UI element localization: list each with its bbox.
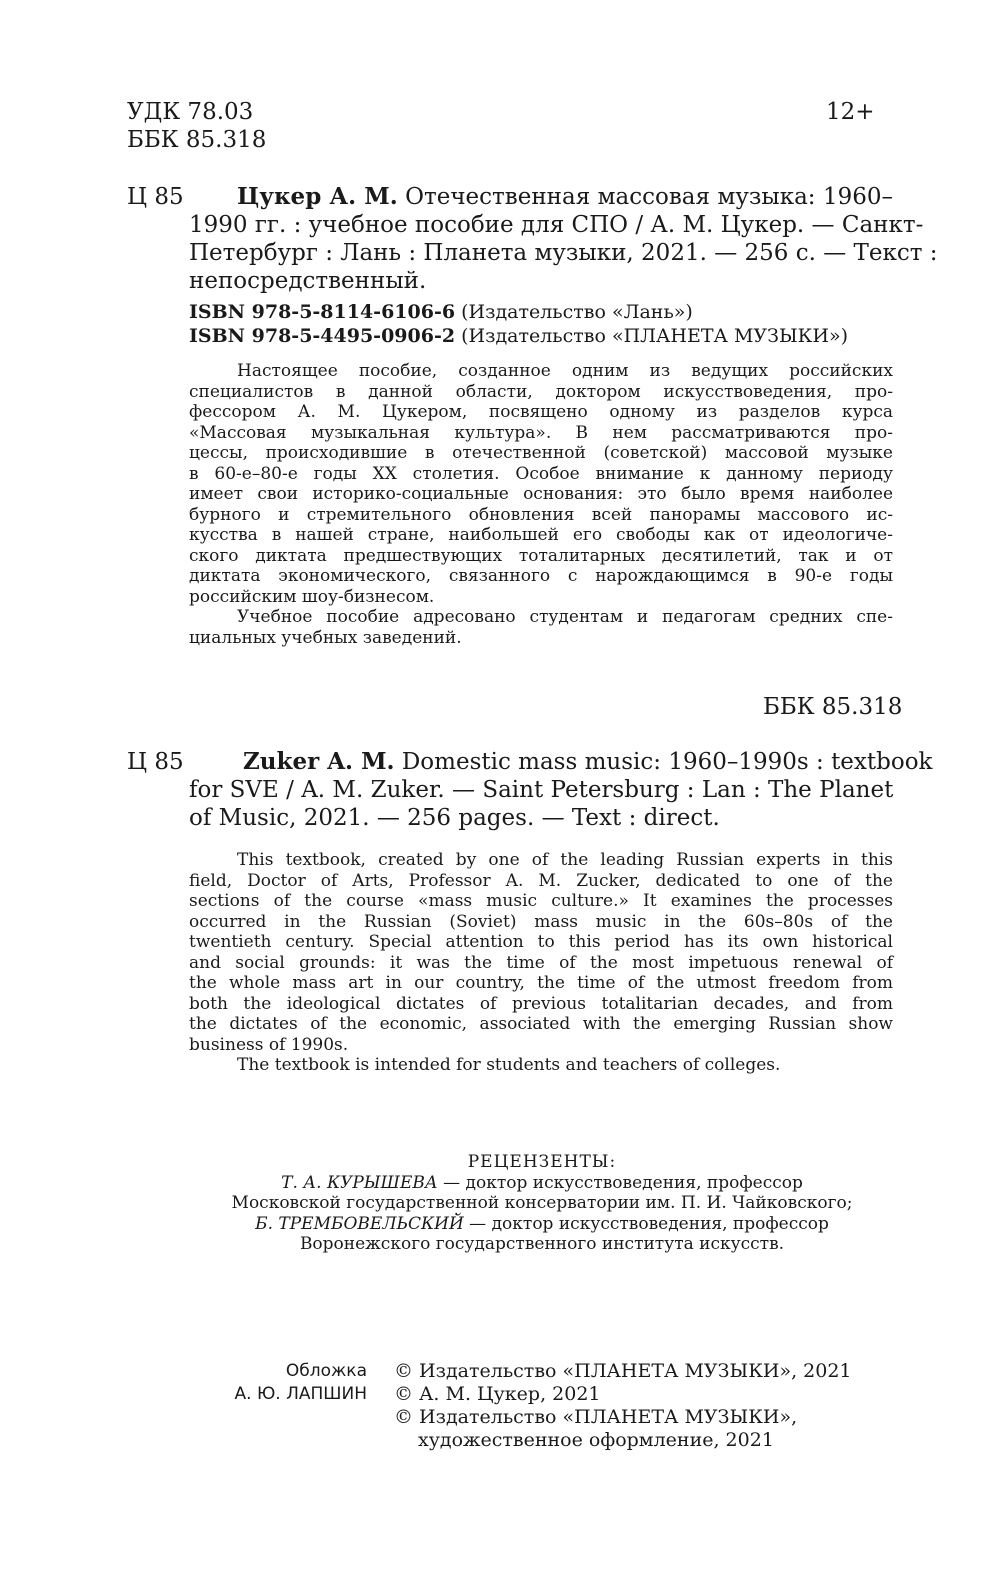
isbn-planeta: ISBN 978-5-4495-0906-2 (Издательство «ПЛАНЕТА МУЗЫКИ») xyxy=(189,325,848,347)
ru-abstract: Настоящее пособие, созданное одним из ведущих российских специалистов в данной области, доктором искусствоведения, про- фессором А. М. Цукером, посвящено одному из разделов курса «Массовая музыкальная культура». В нем рассматриваются про- цессы, происходившие в отечественной (советской) массовой музыке в 60-е–80-е годы XX столетия. Особое внимание к данному периоду имеет свои историко-социальные основания: это было время наиболее бурного и стремительного обновления всей панорамы массового ис- кусства в нашей стране, наибольшей его свободы как от идеологиче- ского диктата предшествующих тоталитарных десятилетий, так и от диктата экономического, связанного с нарождающимся в 90-е годы российским шоу-бизнесом. Учебное пособие адресовано студентам и педагогам средних спе- циальных учебных заведений. xyxy=(189,361,893,648)
ru-catalog-code: Ц 85 xyxy=(127,184,184,210)
reviewers-block xyxy=(127,1152,957,1255)
copyright-line-1: © Издательство «ПЛАНЕТА МУЗЫКИ», 2021 xyxy=(394,1360,852,1382)
en-title-line-1: Zuker A. M. Domestic mass music: 1960–1990s : textbook xyxy=(243,748,933,775)
ru-bibliographic-record xyxy=(189,183,938,295)
en-bibliographic-record xyxy=(189,748,933,832)
reviewers-heading: РЕЦЕНЗЕНТЫ: xyxy=(467,1152,617,1172)
copyright-line-3: © Издательство «ПЛАНЕТА МУЗЫКИ», xyxy=(394,1406,798,1428)
copyright-line-2: © А. М. Цукер, 2021 xyxy=(394,1383,601,1405)
bbk-code-bottom: ББК 85.318 xyxy=(763,694,903,720)
ru-title-line-2: 1990 гг. : учебное пособие для СПО / А. М. Цукер. — Санкт- xyxy=(189,212,924,238)
en-abstract: This textbook, created by one of the leading Russian experts in this field, Doctor of Arts, Professor A. M. Zucker, dedicated to one of the sections of the course «mass music culture.» It examines the processes occurred in the Russian (Soviet) mass music in the 60s–80s of the twentieth century. Special attention to this period has its own historical and social grounds: it was the time of the most impetuous renewal of the whole mass art in our country, the time of the utmost freedom from both the ideological dictates of previous totalitarian decades, and from the dictates of the economic, associated with the emerging Russian show business of 1990s. The textbook is intended for students and teachers of colleges. xyxy=(189,850,893,1075)
cover-artist: А. Ю. ЛАПШИН xyxy=(234,1384,367,1404)
reviewer-2: Б. ТРЕМБОВЕЛЬСКИЙ — доктор искусствоведения, профессор xyxy=(255,1213,829,1234)
ru-author: Цукер А. М. xyxy=(237,183,398,210)
copyright-line-4: художественное оформление, 2021 xyxy=(418,1429,774,1451)
en-author: Zuker A. M. xyxy=(243,748,395,775)
cover-label: Обложка xyxy=(285,1361,367,1381)
en-title-line-2: for SVE / A. M. Zuker. — Saint Petersburg : Lan : The Planet xyxy=(189,777,894,803)
ru-title-line-1: Цукер А. М. Отечественная массовая музыка: 1960– xyxy=(237,183,894,210)
age-rating: 12+ xyxy=(826,99,875,125)
reviewer-2-org: Воронежского государственного института искусств. xyxy=(299,1234,785,1254)
ru-title-line-3: Петербург : Лань : Планета музыки, 2021. — 256 с. — Текст : xyxy=(189,240,938,266)
ru-title-line-4: непосредственный. xyxy=(189,268,427,294)
copyright-block xyxy=(394,1360,852,1452)
udk-code: УДК 78.03 xyxy=(127,99,254,125)
en-catalog-code: Ц 85 xyxy=(127,749,184,775)
reviewer-1-org: Московской государственной консерватории им. П. И. Чайковского; xyxy=(231,1193,853,1213)
reviewer-1: Т. А. КУРЫШЕВА — доктор искусствоведения, профессор xyxy=(281,1172,803,1193)
isbn-lan: ISBN 978-5-8114-6106-6 (Издательство «Лань») xyxy=(189,301,693,323)
bbk-code-top: ББК 85.318 xyxy=(127,127,267,153)
en-title-line-3: of Music, 2021. — 256 pages. — Text : direct. xyxy=(189,805,720,831)
